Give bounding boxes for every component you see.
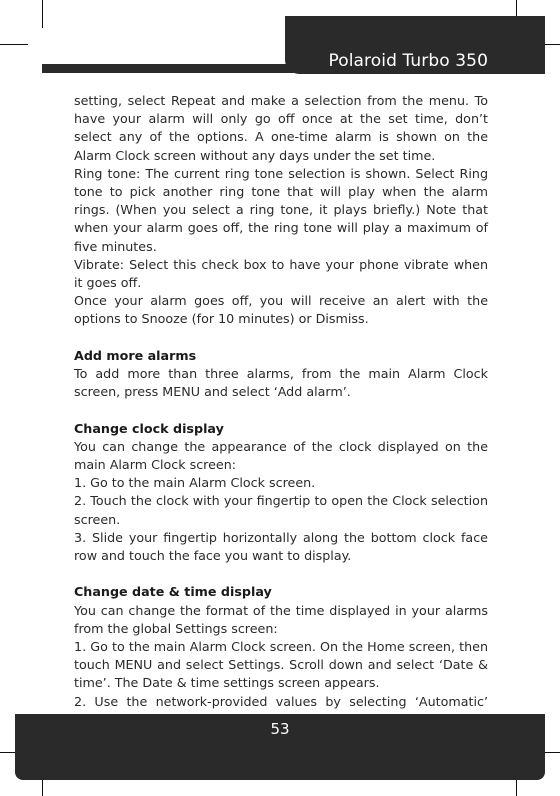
spacer xyxy=(74,565,488,583)
list-item: 1. Go to the main Alarm Clock screen. On the Home screen, then touch MENU and select Settings. Scroll down and select ‘Date & time’. The Date & time settings screen appears. xyxy=(74,639,488,691)
list-item: 2. Use the network-provided values by selecting ‘Automatic’ xyxy=(74,693,488,709)
page-number: 53 xyxy=(270,720,290,738)
page-content xyxy=(74,92,488,729)
list-item: 1. Go to the main Alarm Clock screen. xyxy=(74,475,316,491)
section-heading: Change date & time display xyxy=(74,584,272,600)
spacer xyxy=(74,329,488,347)
paragraph: You can change the appearance of the clock displayed on the main Alarm Clock screen: xyxy=(74,438,488,473)
paragraph: Ring tone: The current ring tone selection is shown. Select Ring tone to pick another ring tone that will play when the alarm rings. (When you select a ring tone, it plays briefly.) Note that when your alarm goes off, the ring tone will play a maximum of five minutes. xyxy=(74,165,488,254)
paragraph: You can change the format of the time displayed in your alarms from the global Settings screen: xyxy=(74,602,488,636)
paragraph: Vibrate: Select this check box to have your phone vibrate when it goes off. xyxy=(74,256,488,291)
crop-mark xyxy=(42,0,43,28)
header-title: Polaroid Turbo 350 xyxy=(328,51,488,71)
spacer xyxy=(74,401,488,419)
crop-mark xyxy=(0,44,28,45)
section-heading: Add more alarms xyxy=(74,347,197,363)
list-item: 3. Slide your fingertip horizontally along the bottom clock face row and touch the face you want to display. xyxy=(74,529,488,564)
section-heading: Change clock display xyxy=(74,420,224,436)
paragraph: To add more than three alarms, from the main Alarm Clock screen, press MENU and select ‘Add alarm’. xyxy=(74,366,488,400)
paragraph: Once your alarm goes off, you will receive an alert with the options to Snooze (for 10 minutes) or Dismiss. xyxy=(74,293,488,327)
paragraph: setting, select Repeat and make a selection from the menu. To have your alarm will only go off once at the set time, don’t select any of the options. A one-time alarm is shown on the Alarm Clock screen without any days under the set time. xyxy=(74,93,488,163)
list-item: 2. Touch the clock with your fingertip to open the Clock selection screen. xyxy=(74,493,488,527)
